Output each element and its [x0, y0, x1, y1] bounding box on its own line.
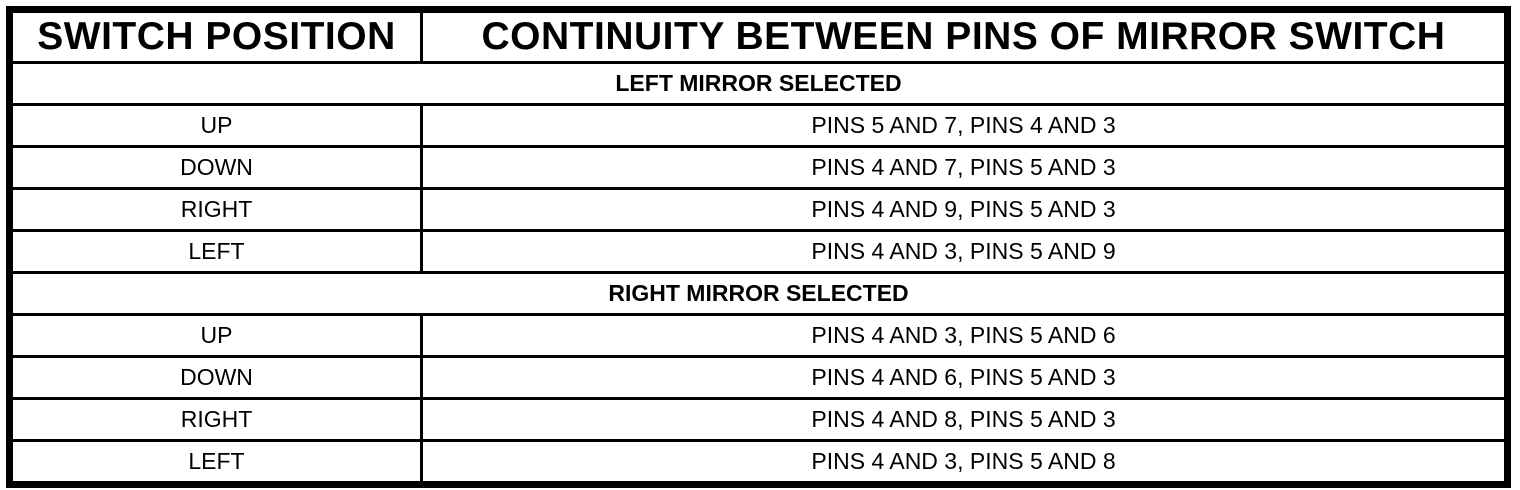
continuity-cell: PINS 4 AND 7, PINS 5 AND 3: [422, 147, 1508, 189]
section-header-right-mirror: [10, 273, 1508, 315]
continuity-cell: PINS 4 AND 9, PINS 5 AND 3: [422, 189, 1508, 231]
continuity-cell: PINS 4 AND 3, PINS 5 AND 8: [422, 441, 1508, 485]
mirror-switch-continuity-table: [6, 6, 1511, 488]
table-row: [10, 147, 1508, 189]
continuity-cell: PINS 4 AND 3, PINS 5 AND 9: [422, 231, 1508, 273]
switch-position-cell: LEFT: [10, 441, 422, 485]
switch-position-cell: RIGHT: [10, 399, 422, 441]
switch-position-cell: DOWN: [10, 357, 422, 399]
section-header-left-mirror: [10, 63, 1508, 105]
table-row: [10, 357, 1508, 399]
switch-position-cell: DOWN: [10, 147, 422, 189]
column-header-switch-position: SWITCH POSITION: [10, 10, 422, 63]
table-row: [10, 189, 1508, 231]
continuity-cell: PINS 4 AND 6, PINS 5 AND 3: [422, 357, 1508, 399]
table-row: [10, 441, 1508, 485]
table-row: [10, 231, 1508, 273]
section-title: LEFT MIRROR SELECTED: [10, 63, 1508, 105]
continuity-cell: PINS 4 AND 3, PINS 5 AND 6: [422, 315, 1508, 357]
switch-position-cell: LEFT: [10, 231, 422, 273]
continuity-cell: PINS 5 AND 7, PINS 4 AND 3: [422, 105, 1508, 147]
switch-position-cell: UP: [10, 105, 422, 147]
section-title: RIGHT MIRROR SELECTED: [10, 273, 1508, 315]
switch-position-cell: RIGHT: [10, 189, 422, 231]
column-header-continuity: CONTINUITY BETWEEN PINS OF MIRROR SWITCH: [422, 10, 1508, 63]
switch-position-cell: UP: [10, 315, 422, 357]
table-row: [10, 399, 1508, 441]
table-header-row: [10, 10, 1508, 63]
continuity-cell: PINS 4 AND 8, PINS 5 AND 3: [422, 399, 1508, 441]
table-row: [10, 315, 1508, 357]
table-row: [10, 105, 1508, 147]
